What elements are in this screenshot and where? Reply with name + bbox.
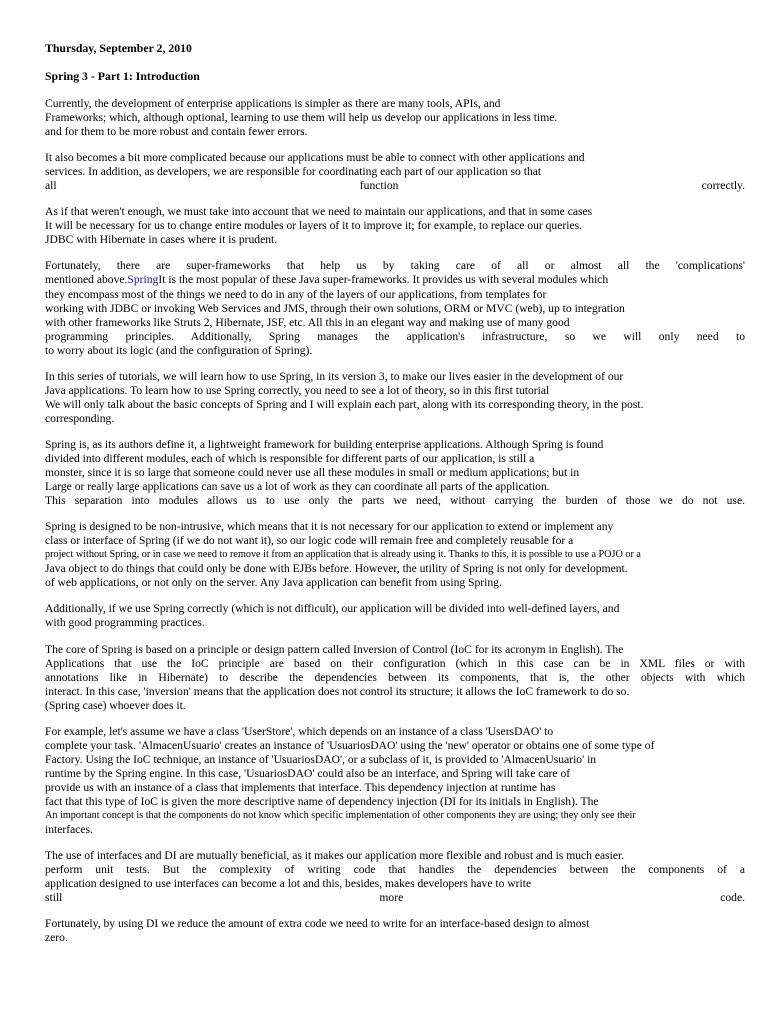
text-line: It also becomes a bit more complicated because our applications must be able to connect with other applications and — [45, 151, 585, 165]
text-line: The core of Spring is based on a principle or design pattern called Inversion of Control (IoC for its acronym in English). The — [45, 642, 624, 656]
text-line: monster, since it is so large that someone could never use all these modules in small or medium applications; but in — [45, 466, 580, 480]
text-line: programming principles. Additionally, Spring manages the application's infrastructure, so we will only need to — [45, 329, 745, 343]
text-line: Java applications. To learn how to use Spring correctly, you need to see a lot of theory, so in this first tutorial — [45, 383, 550, 397]
text-line: Fortunately, by using DI we reduce the amount of extra code we need to write for an interface-based design to almost — [45, 917, 590, 931]
paragraph — [45, 849, 745, 905]
text-line: JDBC with Hibernate in cases where it is prudent. — [45, 233, 278, 247]
text-line: divided into different modules, each of which is responsible for different parts of our application, is still a — [45, 451, 535, 465]
paragraph — [45, 97, 745, 139]
post-body — [45, 97, 745, 945]
text-line: still more code. — [45, 891, 745, 905]
paragraph — [45, 151, 745, 193]
paragraph — [45, 370, 745, 426]
text-line: working with JDBC or invoking Web Services and JMS, through their own solutions, ORM or MVC (web), up to integration — [45, 301, 625, 315]
text-line: Additionally, if we use Spring correctly (which is not difficult), our application will be divided into well-defined layers, and — [45, 602, 620, 616]
text-segment: mentioned above. — [45, 273, 128, 287]
text-line: services. In addition, as developers, we are responsible for coordinating each part of our application so that — [45, 165, 542, 179]
text-line: Large or really large applications can save us a lot of work as they can coordinate all parts of the application. — [45, 480, 550, 494]
text-line: This separation into modules allows us to use only the parts we need, without carrying the burden of those we do not use. — [45, 494, 745, 508]
text-line: provide us with an instance of a class that implements that interface. This dependency injection at runtime has — [45, 780, 556, 794]
text-line: Currently, the development of enterprise applications is simpler as there are many tools, APIs, and — [45, 97, 501, 110]
post-title: Spring 3 - Part 1: Introduction — [45, 69, 200, 83]
text-line: The use of interfaces and DI are mutually beneficial, as it makes our application more flexible and robust and is much easier. — [45, 849, 625, 863]
text-line: to worry about its logic (and the configuration of Spring). — [45, 343, 313, 357]
text-line: Spring is, as its authors define it, a lightweight framework for building enterprise applications. Although Spring is found — [45, 437, 604, 451]
text-line: As if that weren't enough, we must take into account that we need to maintain our applications, and that in some cases — [45, 205, 593, 219]
text-line: with good programming practices. — [45, 616, 205, 630]
text-line: In this series of tutorials, we will learn how to use Spring, in its version 3, to make our lives easier in the development of our — [45, 369, 624, 383]
text-line: corresponding. — [45, 411, 115, 425]
text-line: Factory. Using the IoC technique, an instance of 'UsuariosDAO', or a subclass of it, is provided to 'AlmacenUsuario' in — [45, 752, 597, 766]
blog-post — [45, 41, 745, 957]
text-line: Applications that use the IoC principle are based on their configuration (which in this case can be in XML files or with — [45, 656, 745, 670]
paragraph — [45, 917, 745, 945]
text-line: class or interface of Spring (if we do not want it), so our logic code will remain free and completely reusable for a — [45, 534, 574, 548]
text-line: annotations like in Hibernate) to describe the dependencies between its components, that is, the other objects with which — [45, 670, 745, 684]
text-line: and for them to be more robust and contain fewer errors. — [45, 125, 308, 139]
text-segment: It is the most popular of these Java super-frameworks. It provides us with several modules which — [158, 273, 609, 287]
text-line: perform unit tests. But the complexity of writing code that handles the dependencies between the components of a — [45, 863, 745, 877]
text-line: fact that this type of IoC is given the more descriptive name of dependency injection (DI for its initials in English). The — [45, 794, 599, 808]
text-line: Java object to do things that could only be done with EJBs before. However, the utility of Spring is not only for development. — [45, 562, 628, 576]
paragraph — [45, 520, 745, 590]
text-line: runtime by the Spring engine. In this case, 'UsuariosDAO' could also be an interface, and Spring will take care of — [45, 766, 571, 780]
text-line: complete your task. 'AlmacenUsuario' creates an instance of 'UsuariosDAO' using the 'new' operator or obtains one of some type of — [45, 738, 655, 752]
text-line: Spring is designed to be non-intrusive, which means that it is not necessary for our application to extend or implement any — [45, 520, 614, 534]
text-line: Fortunately, there are super-frameworks that help us by taking care of all or almost all the 'complications' — [45, 259, 745, 273]
text-line: application designed to use interfaces can become a lot and this, besides, makes developers have to write — [45, 877, 532, 891]
text-line: We will only talk about the basic concepts of Spring and I will explain each part, along with its corresponding theory, in the post. — [45, 397, 644, 411]
paragraph — [45, 725, 745, 837]
text-line: all function correctly. — [45, 179, 745, 193]
text-line: interact. In this case, 'inversion' means that the application does not control its structure; it allows the IoC framework to do so. — [45, 684, 630, 698]
post-date: Thursday, September 2, 2010 — [45, 41, 192, 55]
paragraph — [45, 643, 745, 713]
text-line: project without Spring, or in case we need to remove it from an application that is already using it. Thanks to this, it is possible to use a POJO or a — [45, 549, 641, 561]
paragraph — [45, 205, 745, 247]
paragraph — [45, 602, 745, 630]
paragraph — [45, 259, 745, 357]
text-line: zero. — [45, 931, 68, 945]
text-line: with other frameworks like Struts 2, Hibernate, JSF, etc. All this in an elegant way and making use of many good — [45, 315, 570, 329]
paragraph — [45, 438, 745, 508]
text-line: of web applications, or not only on the server. Any Java application can benefit from using Spring. — [45, 576, 502, 590]
text-line: (Spring case) whoever does it. — [45, 698, 186, 712]
text-line: For example, let's assume we have a class 'UserStore', which depends on an instance of a class 'UsersDAO' to — [45, 724, 554, 738]
text-line: An important concept is that the components do not know which specific implementation of other components they are using; they only see their — [45, 810, 636, 822]
text-line — [45, 273, 745, 287]
text-line: interfaces. — [45, 823, 93, 837]
spring-link[interactable]: Spring — [127, 273, 159, 287]
text-line: Frameworks; which, although optional, learning to use them will help us develop our applications in less time. — [45, 111, 558, 125]
text-line: It will be necessary for us to change entire modules or layers of it to improve it; for example, to replace our queries. — [45, 219, 582, 233]
text-line: they encompass most of the things we need to do in any of the layers of our applications, from templates for — [45, 287, 547, 301]
